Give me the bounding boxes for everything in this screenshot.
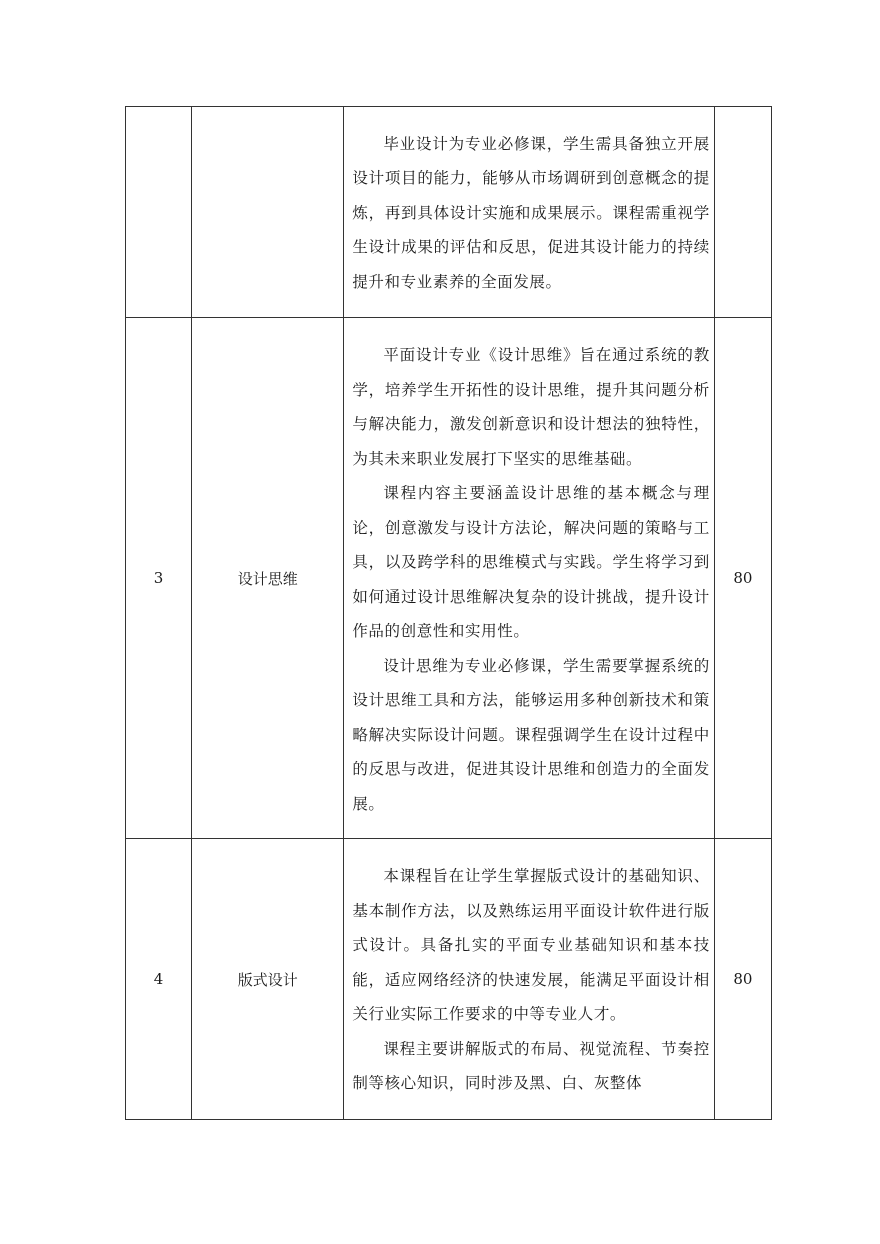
table-row [126, 839, 772, 1120]
course-table [125, 106, 772, 1120]
cell-hours: 80 [714, 839, 771, 1120]
cell-description [344, 107, 715, 318]
description-paragraph: 本课程旨在让学生掌握版式设计的基础知识、基本制作方法，以及熟练运用平面设计软件进行版式设计。具备扎实的平面专业基础知识和基本技能，适应网络经济的快速发展，能满足平面设计相关行业实际工作要求的中等专业人才。 [352, 867, 710, 1024]
cell-course-name [192, 107, 344, 318]
table-row [126, 318, 772, 839]
cell-description [344, 318, 715, 839]
description-paragraph: 课程主要讲解版式的布局、视觉流程、节奏控制等核心知识，同时涉及黑、白、灰整体 [352, 1039, 710, 1093]
description-paragraph: 设计思维为专业必修课，学生需要掌握系统的设计思维工具和方法，能够运用多种创新技术和策略解决实际设计问题。课程强调学生在设计过程中的反思与改进，促进其设计思维和创造力的全面发展。 [352, 656, 710, 813]
cell-course-name: 版式设计 [192, 839, 344, 1120]
cell-hours: 80 [714, 318, 771, 839]
cell-description [344, 839, 715, 1120]
description-paragraph: 课程内容主要涵盖设计思维的基本概念与理论，创意激发与设计方法论，解决问题的策略与工具，以及跨学科的思维模式与实践。学生将学习到如何通过设计思维解决复杂的设计挑战，提升设计作品的创意性和实用性。 [352, 484, 710, 640]
description-paragraph: 毕业设计为专业必修课，学生需具备独立开展设计项目的能力，能够从市场调研到创意概念的提炼，再到具体设计实施和成果展示。课程需重视学生设计成果的评估和反思，促进其设计能力的持续提升和专业素养的全面发展。 [352, 134, 710, 291]
cell-number: 3 [126, 318, 192, 839]
table-row [126, 107, 772, 318]
cell-course-name: 设计思维 [192, 318, 344, 839]
description-paragraph: 平面设计专业《设计思维》旨在通过系统的教学，培养学生开拓性的设计思维，提升其问题分析与解决能力，激发创新意识和设计想法的独特性，为其未来职业发展打下坚实的思维基础。 [352, 346, 710, 468]
cell-number [126, 107, 192, 318]
cell-number: 4 [126, 839, 192, 1120]
cell-hours [714, 107, 771, 318]
